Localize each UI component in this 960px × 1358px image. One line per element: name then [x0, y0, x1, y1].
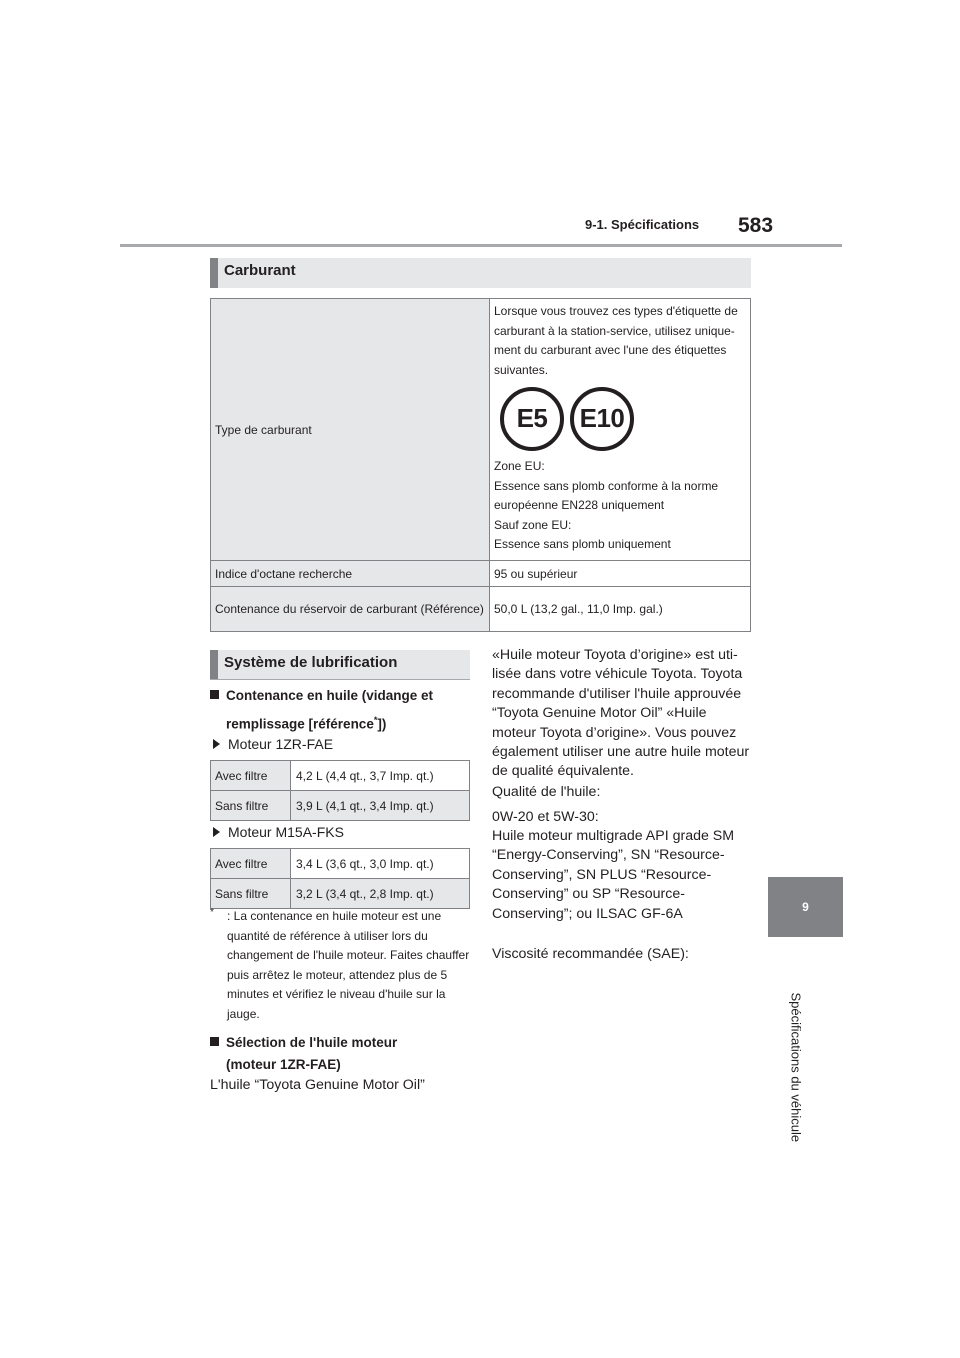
- tank-capacity-value: 50,0 L (13,2 gal., 11,0 Imp. gal.): [490, 587, 751, 632]
- square-bullet-icon: [210, 690, 219, 699]
- oil-viscosity-label: Viscosité recommandée (SAE):: [492, 946, 689, 962]
- oil-capacity-heading: Contenance en huile (vidange et remplissage [référence*]): [210, 685, 480, 736]
- zone-eu-text: Essence sans plomb conforme à la norme européenne EN228 uniquement: [494, 478, 719, 512]
- fuel-section-heading: Carburant: [210, 258, 751, 288]
- fuel-table: [210, 298, 751, 632]
- table-row: [211, 299, 751, 561]
- zone-non-eu-heading: Sauf zone EU:: [494, 517, 572, 532]
- engine-m15a-heading: Moteur M15A-FKS: [213, 822, 344, 842]
- table-row: Sans filtre 3,2 L (3,4 qt., 2,8 Imp. qt.): [211, 879, 470, 909]
- fuel-type-value: [490, 299, 751, 561]
- triangle-bullet-icon: [213, 739, 220, 749]
- table-row: Sans filtre 3,9 L (4,1 qt., 3,4 Imp. qt.): [211, 791, 470, 821]
- chapter-number: 9: [802, 900, 809, 914]
- page-number: 583: [738, 214, 774, 237]
- engine-1zr-heading: Moteur 1ZR-FAE: [213, 734, 333, 754]
- header-divider: [120, 244, 842, 247]
- fuel-type-intro: Lorsque vous trouvez ces types d'étiquette de carburant à la station-service, utilisez unique-ment du carburant avec l'une des étiquettes suivantes.: [494, 304, 738, 377]
- chapter-tab: [768, 877, 843, 937]
- table-row: [211, 561, 751, 587]
- zone-non-eu-text: Essence sans plomb uniquement: [494, 537, 671, 551]
- square-bullet-icon: [210, 1037, 219, 1046]
- oil-selection-text: L'huile “Toyota Genuine Motor Oil”: [210, 1077, 425, 1093]
- zone-eu-heading: Zone EU:: [494, 459, 545, 473]
- table-row: Avec filtre 3,4 L (3,6 qt., 3,0 Imp. qt.): [211, 849, 470, 879]
- triangle-bullet-icon: [213, 827, 220, 837]
- fuel-label-icons: [500, 387, 746, 451]
- oil-quality-label: Qualité de l'huile:: [492, 784, 601, 800]
- section-title: 9-1. Spécifications: [585, 217, 700, 232]
- e10-label-icon: E10: [570, 387, 634, 451]
- table-row: Avec filtre 4,2 L (4,4 qt., 3,7 Imp. qt.): [211, 761, 470, 791]
- oil-quality-grades: 0W-20 et 5W-30:: [492, 809, 599, 825]
- lubrication-section-heading: Système de lubrification: [210, 650, 470, 680]
- fuel-type-label: Type de carburant: [211, 299, 490, 561]
- octane-label: Indice d'octane recherche: [211, 561, 490, 587]
- oil-table-1zr: [210, 760, 470, 821]
- tank-capacity-label: Contenance du réservoir de carburant (Référence): [211, 587, 490, 632]
- octane-value: 95 ou supérieur: [490, 561, 751, 587]
- oil-recommendation-text: «Huile moteur Toyota d’origine» est uti-lisée dans votre véhicule Toyota. Toyota recommande d'utiliser l'huile approuvée “Toyota Genuine Motor Oil” «Huile moteur Toyota d’origine». Vous pouvez également utiliser une autre huile moteur de qualité équivalente.: [492, 647, 750, 780]
- e5-label-icon: E5: [500, 387, 564, 451]
- section-underline: [210, 679, 470, 680]
- table-row: [211, 587, 751, 632]
- oil-capacity-footnote: * : La contenance en huile moteur est une quantité de référence à utiliser lors du changement de l'huile moteur. Faites chauffer puis arrêtez le moteur, attendez plus de 5 minutes et vérifiez le niveau d'huile sur la jauge.: [210, 907, 470, 1021]
- oil-table-m15a: [210, 848, 470, 909]
- chapter-title: Spécifications du véhicule: [788, 992, 804, 1143]
- oil-selection-heading: Sélection de l'huile moteur (moteur 1ZR-FAE): [210, 1032, 480, 1076]
- oil-quality-text: Huile moteur multigrade API grade SM “Energy-Conserving”, SN “Resource-Conserving”, SN PLUS “Resource-Conserving” ou SP “Resource-Conserving”; ou ILSAC GF-6A: [492, 828, 735, 922]
